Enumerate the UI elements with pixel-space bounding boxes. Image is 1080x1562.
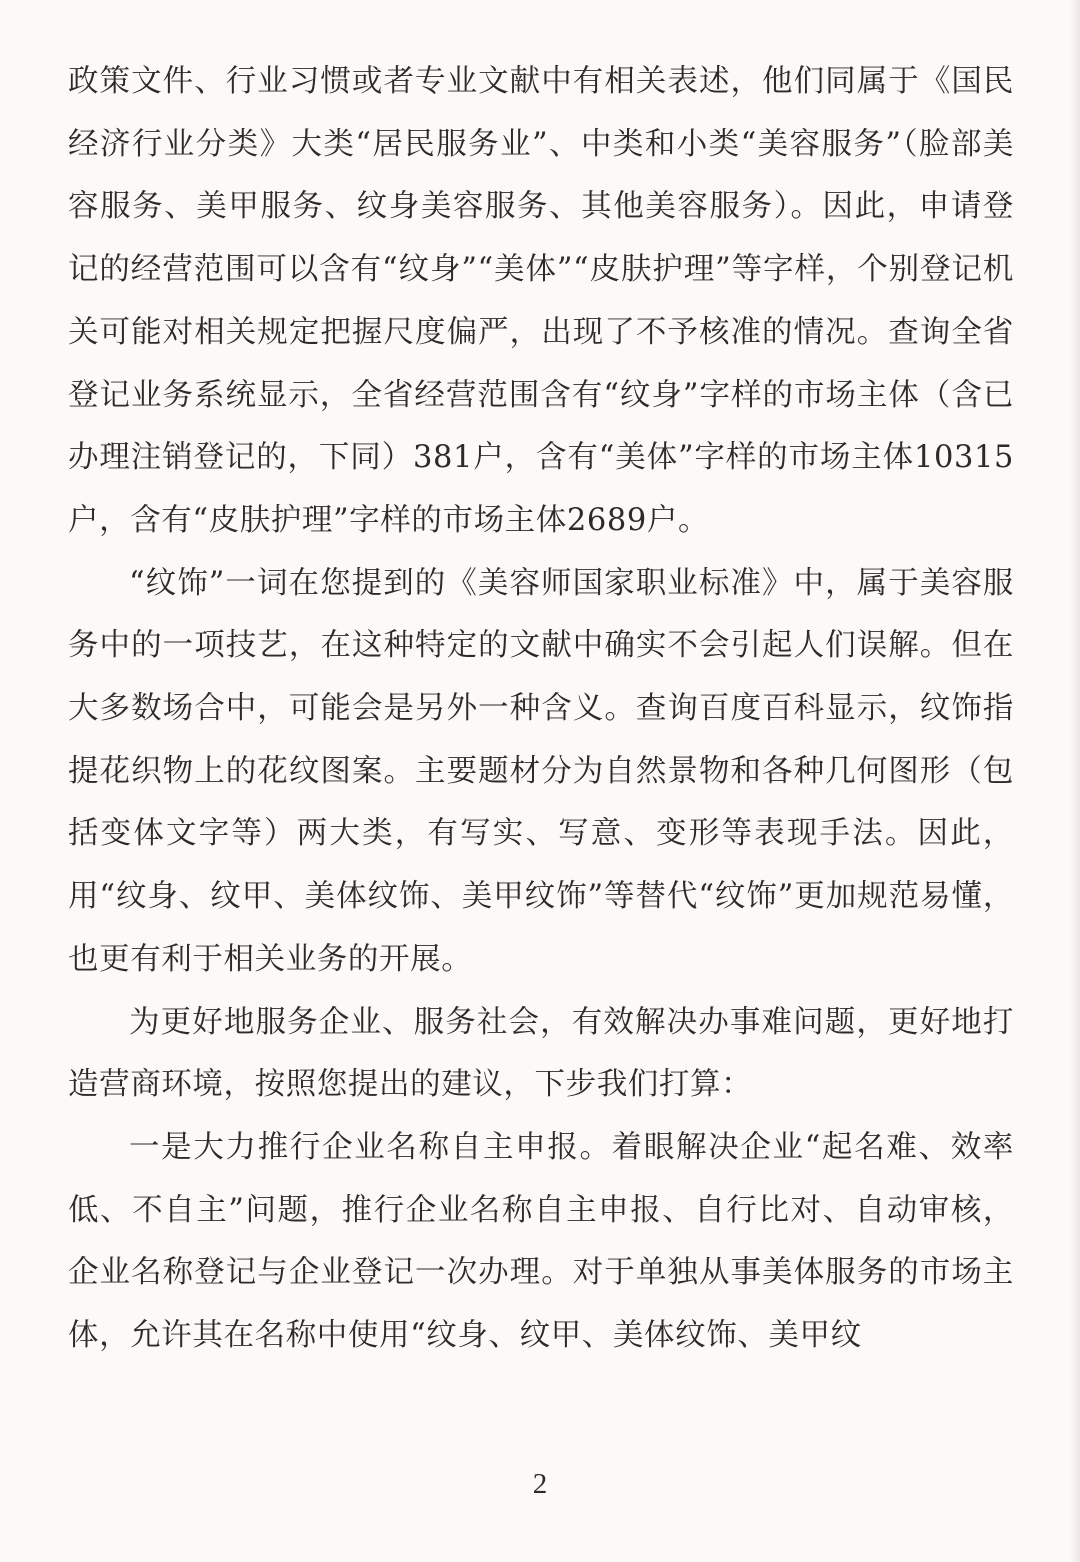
paragraph-continuation: 政策文件、行业习惯或者专业文献中有相关表述，他们同属于《国民经济行业分类》大类“居民服务业”、中类和小类“美容服务”（脸部美容服务、美甲服务、纹身美容服务、其他美容服务）。因此，申请登记的经营范围可以含有“纹身”“美体”“皮肤护理”等字样，个别登记机关可能对相关规定把握尺度偏严，出现了不予核准的情况。查询全省登记业务系统显示，全省经营范围含有“纹身”字样的市场主体（含已办理注销登记的，下同）381户，含有“美体”字样的市场主体10315户，含有“皮肤护理”字样的市场主体2689户。: [68, 64, 1014, 538]
page-edge-shadow: [1070, 0, 1080, 1562]
body-text: [68, 51, 1014, 1368]
paragraph-wenshi-definition: “纹饰”一词在您提到的《美容师国家职业标准》中，属于美容服务中的一项技艺，在这种特定的文献中确实不会引起人们误解。但在大多数场合中，可能会是另外一种含义。查询百度百科显示，纹饰指提花织物上的花纹图案。主要题材分为自然景物和各种几何图形（包括变体文字等）两大类，有写实、写意、变形等表现手法。因此，用“纹身、纹甲、美体纹饰、美甲纹饰”等替代“纹饰”更加规范易懂，也更有利于相关业务的开展。: [68, 565, 1014, 977]
paragraph-next-steps-intro: 为更好地服务企业、服务社会，有效解决办事难问题，更好地打造营商环境，按照您提出的建议，下步我们打算：: [68, 1004, 1014, 1103]
paragraph-measure-one: 一是大力推行企业名称自主申报。着眼解决企业“起名难、效率低、不自主”问题，推行企业名称自主申报、自行比对、自动审核，企业名称登记与企业登记一次办理。对于单独从事美体服务的市场主体，允许其在名称中使用“纹身、纹甲、美体纹饰、美甲纹: [68, 1129, 1014, 1354]
page-number: 2: [532, 1468, 548, 1500]
